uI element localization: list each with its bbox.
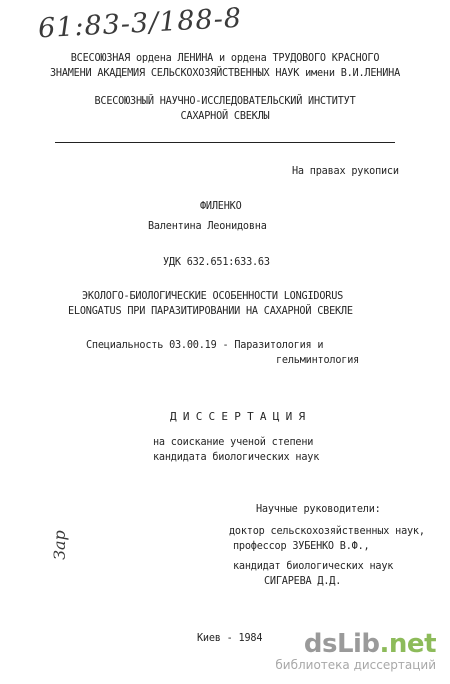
dslib-subtitle: библиотека диссертаций	[275, 658, 436, 672]
dslib-logo-tld: .net	[379, 629, 436, 659]
manuscript-rights: На правах рукописи	[292, 166, 399, 177]
header-divider	[55, 142, 395, 143]
org-line-1: ВСЕСОЮЗНАЯ ордена ЛЕНИНА и ордена ТРУДОВОГО КРАСНОГО	[70, 53, 380, 64]
title-line-1: ЭКОЛОГО-БИОЛОГИЧЕСКИЕ ОСОБЕННОСТИ LONGIDORUS	[82, 291, 344, 302]
degree-line-1: на соискание ученой степени	[153, 437, 314, 448]
institute-line-2: САХАРНОЙ СВЕКЛЫ	[180, 111, 270, 122]
author-surname: ФИЛЕНКО	[200, 201, 242, 212]
dslib-watermark[interactable]	[275, 630, 436, 672]
specialty-line-1: Специальность 03.00.19 - Паразитология и	[86, 340, 324, 351]
specialty-line-2: гельминтология	[276, 355, 360, 366]
dslib-logo	[275, 630, 436, 658]
supervisor-2-line-2: СИГАРЕВА Д.Д.	[264, 576, 342, 587]
supervisor-1-line-2: профессор ЗУБЕНКО В.Ф.,	[233, 541, 370, 552]
document-type: Д И С С Е Р Т А Ц И Я	[170, 410, 305, 423]
supervisor-1-line-1: доктор сельскохозяйственных наук,	[229, 526, 425, 537]
degree-line-2: кандидата биологических наук	[153, 452, 320, 463]
title-line-2: ELONGATUS ПРИ ПАРАЗИТИРОВАНИИ НА САХАРНОЙ СВЕКЛЕ	[68, 306, 353, 317]
udc-code: УДК 632.651:633.63	[163, 257, 270, 268]
city-year: Киев - 1984	[197, 633, 263, 644]
supervisors-heading: Научные руководители:	[256, 504, 381, 515]
author-name: Валентина Леонидовна	[148, 221, 267, 232]
dslib-logo-main: dsLib	[303, 629, 380, 659]
archive-handwritten-mark: 61:83-3/188-8	[37, 2, 243, 45]
supervisor-2-line-1: кандидат биологических наук	[233, 561, 394, 572]
org-line-2: ЗНАМЕНИ АКАДЕМИЯ СЕЛЬСКОХОЗЯЙСТВЕННЫХ НАУК имени В.И.ЛЕНИНА	[49, 68, 401, 79]
margin-handwritten-note: Зар	[50, 530, 69, 560]
institute-line-1: ВСЕСОЮЗНЫЙ НАУЧНО-ИССЛЕДОВАТЕЛЬСКИЙ ИНСТИТУТ	[94, 96, 356, 107]
